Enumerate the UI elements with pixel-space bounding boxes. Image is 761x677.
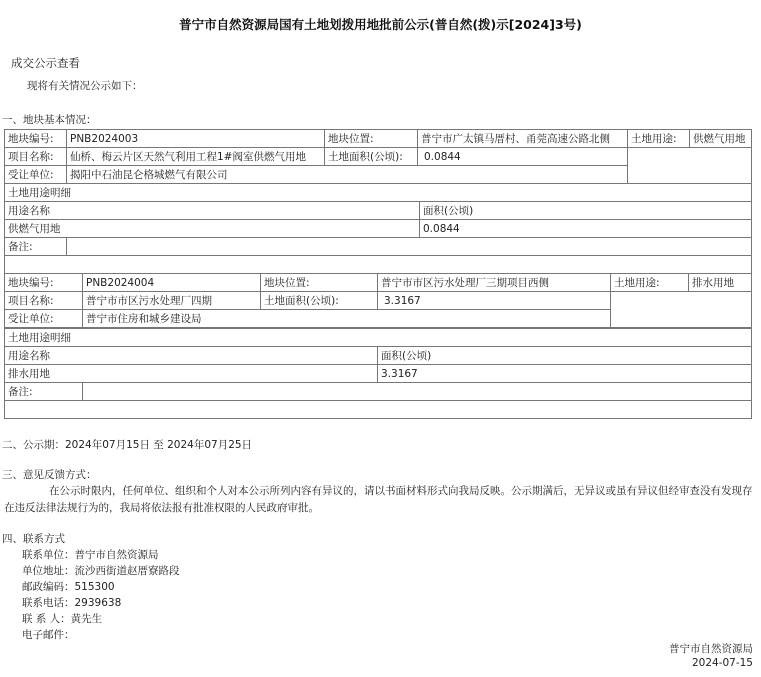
contact-address: 单位地址：流沙西街道赵厝寮路段 xyxy=(22,565,180,577)
location-label: 地块位置: xyxy=(261,274,378,292)
area-label: 土地面积(公顷): xyxy=(261,292,378,310)
location-label: 地块位置: xyxy=(325,130,418,148)
area-header: 面积(公顷) xyxy=(378,347,752,365)
location-value: 普宁市市区污水处理厂三期项目西侧 xyxy=(378,274,611,292)
parcel-no-label: 地块编号: xyxy=(5,130,67,148)
table-row xyxy=(5,148,752,166)
area-label: 土地面积(公顷): xyxy=(325,148,418,166)
area-value: 0.0844 xyxy=(418,148,628,166)
land-use-value: 供燃气用地 xyxy=(690,130,752,148)
parcel-no-label: 地块编号: xyxy=(5,274,83,292)
parcel-no-value: PNB2024003 xyxy=(67,130,325,148)
use-name-header: 用途名称 xyxy=(5,347,378,365)
table-row xyxy=(5,274,752,292)
project-value: 普宁市市区污水处理厂四期 xyxy=(83,292,261,310)
use-detail-heading: 土地用途明细 xyxy=(5,184,752,202)
area-cell: 3.3167 xyxy=(378,365,752,383)
section-feedback-heading: 三、意见反馈方式： xyxy=(2,469,97,481)
grantee-label: 受让单位: xyxy=(5,310,83,328)
area-header: 面积(公顷) xyxy=(420,202,752,220)
spacer-row xyxy=(5,401,752,419)
use-detail-table-1 xyxy=(4,183,752,274)
land-use-value: 排水用地 xyxy=(689,274,752,292)
table-row xyxy=(5,202,752,220)
project-value: 仙桥、梅云片区天然气利用工程1#阀室供燃气用地 xyxy=(67,148,325,166)
use-detail-table-2 xyxy=(4,328,752,419)
table-row xyxy=(5,238,752,256)
use-name-cell: 供燃气用地 xyxy=(5,220,420,238)
section-contact-heading: 四、联系方式 xyxy=(2,533,65,545)
table-row xyxy=(5,365,752,383)
area-value: 3.3167 xyxy=(378,292,611,310)
blank-cell xyxy=(628,148,752,184)
section-basic-info-heading: 一、地块基本情况： xyxy=(2,114,97,126)
table-row xyxy=(5,347,752,365)
subheading: 成交公示查看 xyxy=(11,56,80,70)
parcel-no-value: PNB2024004 xyxy=(83,274,261,292)
section-publicity-period: 二、公示期：2024年07月15日 至 2024年07月25日 xyxy=(2,439,253,451)
signature-date: 2024-07-15 xyxy=(691,657,753,669)
table-row xyxy=(5,220,752,238)
land-use-label: 土地用途: xyxy=(611,274,689,292)
project-label: 项目名称: xyxy=(5,148,67,166)
spacer-row xyxy=(5,256,752,274)
intro-text: 现将有关情况公示如下： xyxy=(27,80,143,92)
use-detail-heading: 土地用途明细 xyxy=(5,329,752,347)
contact-person: 联 系 人：黄先生 xyxy=(22,613,103,625)
use-name-header: 用途名称 xyxy=(5,202,420,220)
page-title: 普宁市自然资源局国有土地划拨用地批前公示(普自然(拨)示[2024]3号) xyxy=(179,17,582,32)
project-label: 项目名称: xyxy=(5,292,83,310)
table-row xyxy=(5,256,752,274)
table-row xyxy=(5,184,752,202)
land-use-label: 土地用途: xyxy=(628,130,690,148)
grantee-value: 揭阳中石油昆仑格城燃气有限公司 xyxy=(67,166,628,184)
signature-org: 普宁市自然资源局 xyxy=(669,643,753,655)
contact-phone: 联系电话：2939638 xyxy=(22,597,122,609)
table-row xyxy=(5,383,752,401)
remark-label: 备注: xyxy=(5,383,83,401)
table-row xyxy=(5,292,752,310)
parcel-table-1 xyxy=(4,129,752,184)
use-name-cell: 排水用地 xyxy=(5,365,378,383)
parcel-table-2 xyxy=(4,273,752,328)
location-value: 普宁市广太镇马厝村、甬莞高速公路北侧 xyxy=(418,130,628,148)
grantee-value: 普宁市住房和城乡建设局 xyxy=(83,310,611,328)
remark-label: 备注: xyxy=(5,238,67,256)
feedback-paragraph: 在公示时限内，任何单位、组织和个人对本公示所列内容有异议的，请以书面材料形式向我局反映。公示期满后，无异议或虽有异议但经审查没有发现存在违反法律法规行为的，我局将依法报有批准权限的人民政府审批。 xyxy=(4,485,753,514)
table-row xyxy=(5,130,752,148)
grantee-label: 受让单位: xyxy=(5,166,67,184)
contact-email: 电子邮件： xyxy=(22,629,75,641)
blank-cell xyxy=(611,292,752,328)
remark-value xyxy=(67,238,752,256)
contact-postcode: 邮政编码：515300 xyxy=(22,581,115,593)
contact-unit: 联系单位：普宁市自然资源局 xyxy=(22,549,159,561)
table-row xyxy=(5,401,752,419)
remark-value xyxy=(83,383,752,401)
table-row xyxy=(5,329,752,347)
area-cell: 0.0844 xyxy=(420,220,752,238)
